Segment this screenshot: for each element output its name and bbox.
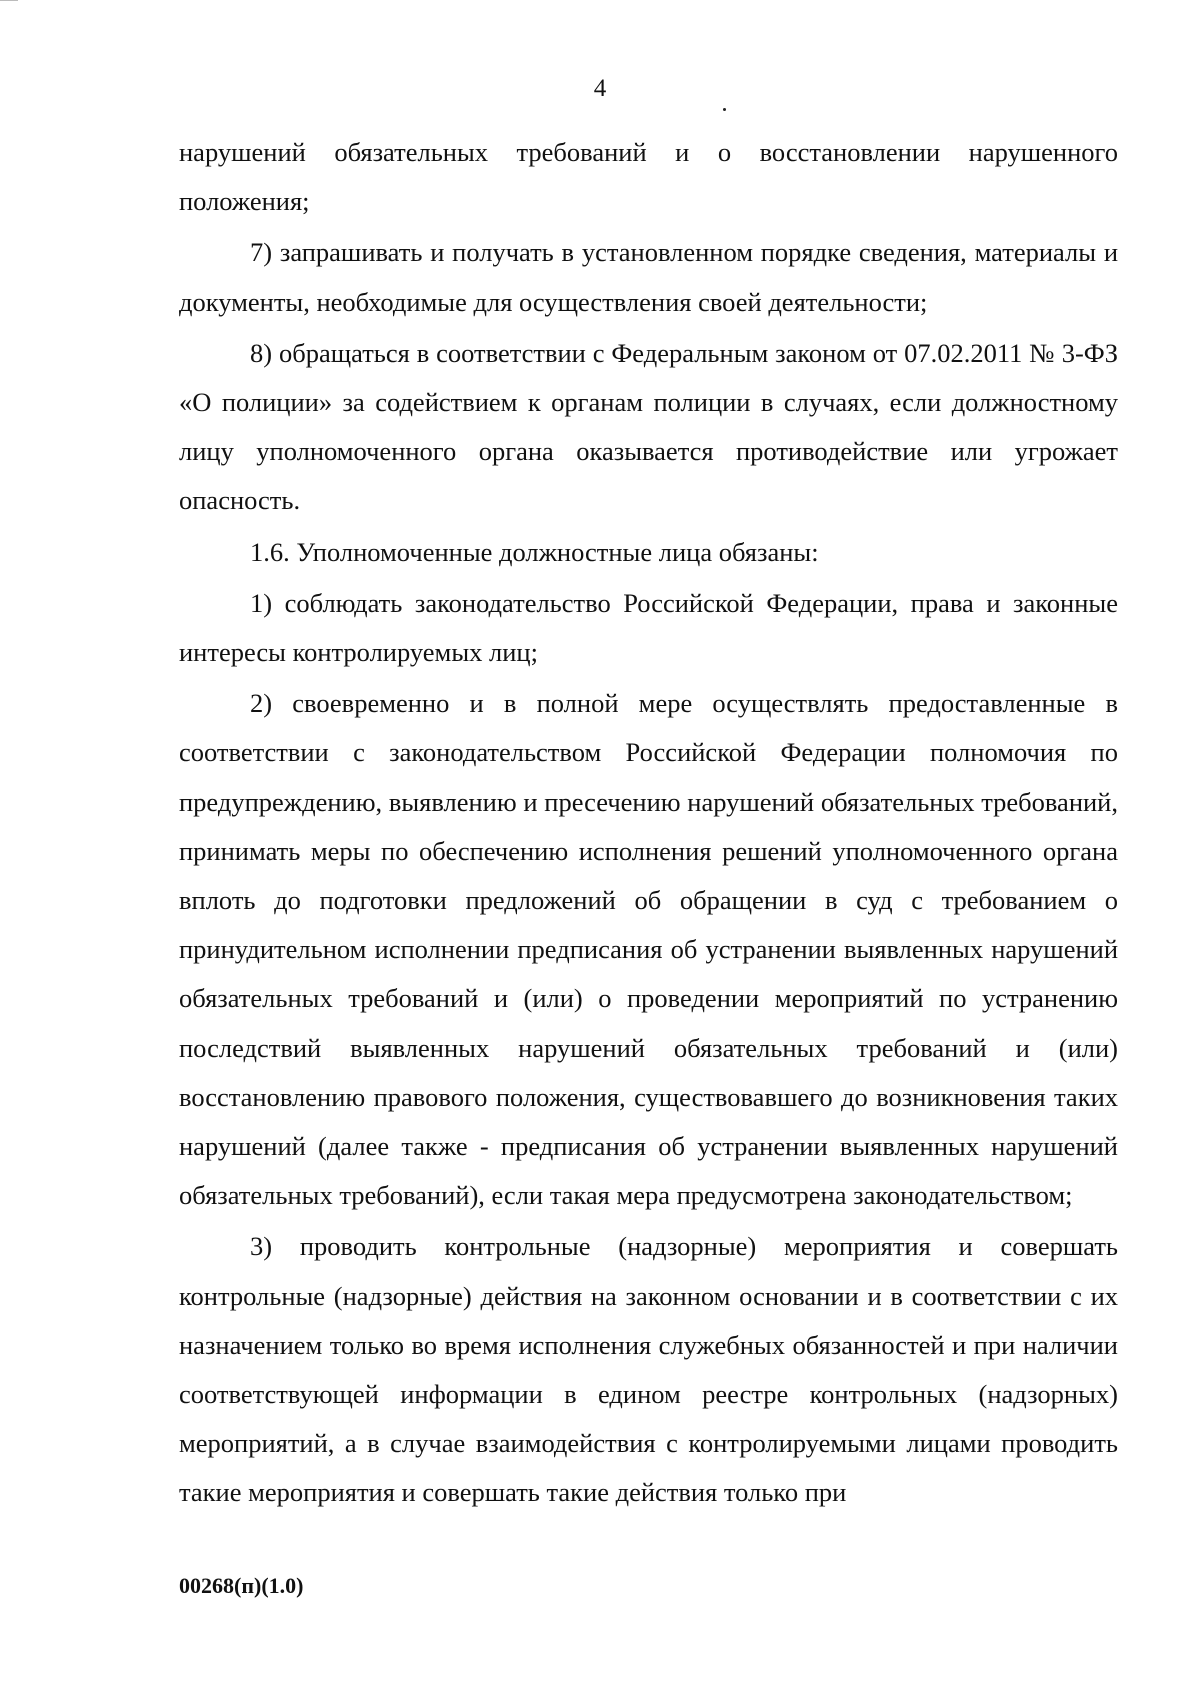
- document-code: 00268(п)(1.0): [179, 1573, 304, 1598]
- page-number: 4: [593, 75, 607, 102]
- paragraph-item-8: 8) обращаться в соответствии с Федеральным законом от 07.02.2011 № 3-ФЗ «О полиции» за содействием к органам полиции в случаях, если должностному лицу уполномоченного органа оказывается противодействие или угрожает опасность.: [179, 337, 1118, 516]
- body-text: [179, 128, 1118, 1518]
- paragraph-section-1-6: 1.6. Уполномоченные должностные лица обязаны:: [250, 536, 819, 567]
- paragraph-duty-3: 3) проводить контрольные (надзорные) мероприятия и совершать контрольные (надзорные) действия на законном основании и в соответствии с их назначением только во время исполнения служебных обязанностей и при наличии соответствующей информации в едином реестре контрольных (надзорных) мероприятий, а в случае взаимодействия с контролируемыми лицами проводить такие мероприятия и совершать такие действия только при: [179, 1231, 1118, 1508]
- scan-dot-mark: [723, 108, 726, 111]
- paragraph-duty-1: 1) соблюдать законодательство Российской Федерации, права и законные интересы контролируемых лиц;: [179, 587, 1118, 668]
- paragraph-duty-2: 2) своевременно и в полной мере осуществлять предоставленные в соответствии с законодательством Российской Федерации полномочия по предупреждению, выявлению и пресечению нарушений обязательных требований, принимать меры по обеспечению исполнения решений уполномоченного органа вплоть до подготовки предложений об обращении в суд с требованием о принудительном исполнении предписания об устранении выявленных нарушений обязательных требований и (или) о проведении мероприятий по устранению последствий выявленных нарушений обязательных требований и (или) восстановлению правового положения, существовавшего до возникновения таких нарушений (далее также - предписания об устранении выявленных нарушений обязательных требований), если такая мера предусмотрена законодательством;: [179, 688, 1118, 1211]
- scan-edge-mark: [0, 0, 18, 1]
- paragraph-continuation: нарушений обязательных требований и о восстановлении нарушенного положения;: [179, 137, 1118, 217]
- paragraph-item-7: 7) запрашивать и получать в установленном порядке сведения, материалы и документы, необходимые для осуществления своей деятельности;: [179, 237, 1118, 317]
